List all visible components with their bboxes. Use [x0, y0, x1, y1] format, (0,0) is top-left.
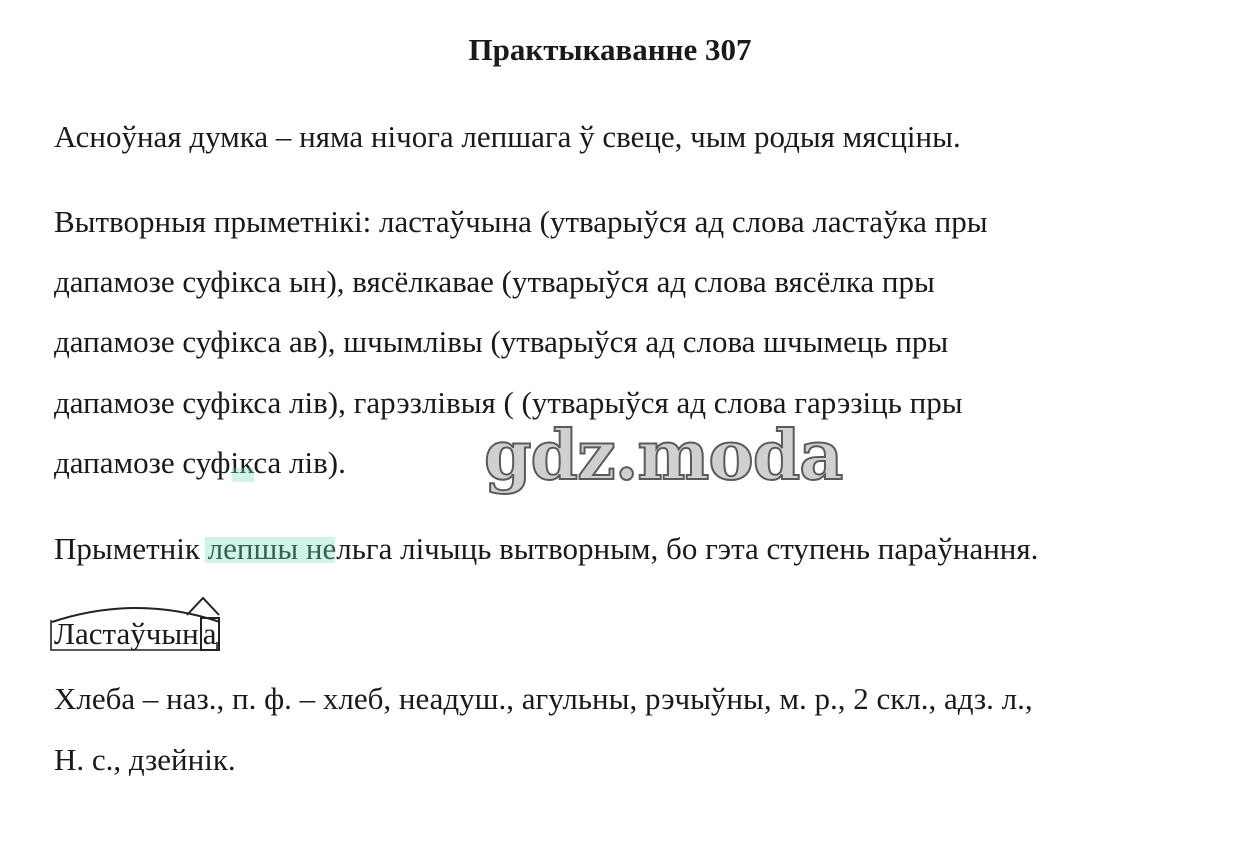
morpheme-word: [54, 612, 220, 656]
suffix-mark: [186, 596, 220, 616]
noun-analysis-line-2: Н. с., дзейнік.: [54, 742, 236, 777]
comparative-note: Прыметнік лепшы нельга лічыць вытворным, бо гэта ступень параўнання.: [54, 531, 1039, 566]
morpheme-ending: а: [200, 617, 220, 651]
main-idea-text: Асноўная думка – няма нічога лепшага ў свеце, чым родыя мясціны.: [54, 119, 961, 154]
morpheme-stem: Ластаўчын: [54, 616, 199, 651]
morpheme-breakdown: [54, 612, 220, 656]
derived-adjectives-line-3: дапамозе суфікса ав), шчымлівы (утварыўся ад слова шчымець пры: [54, 324, 949, 359]
base-bracket-mark: [49, 620, 219, 652]
derived-adjectives-line-1: Вытворныя прыметнікі: ластаўчына (утварыўся ад слова ластаўка пры: [54, 204, 988, 239]
exercise-title: Практыкаванне 307: [468, 32, 752, 67]
watermark-logo: gdz.moda: [484, 416, 843, 496]
derived-adjectives-line-5: дапамозе суфікса лів).: [54, 445, 346, 480]
noun-analysis-line-1: Хлеба – наз., п. ф. – хлеб, неадуш., агульны, рэчыўны, м. р., 2 скл., адз. л.,: [54, 681, 1033, 716]
derived-adjectives-line-4: дапамозе суфікса лів), гарэзлівыя ( (утварыўся ад слова гарэзіць пры: [54, 385, 963, 420]
derived-adjectives-line-2: дапамозе суфікса ын), вясёлкавае (утварыўся ад слова вясёлка пры: [54, 264, 935, 299]
